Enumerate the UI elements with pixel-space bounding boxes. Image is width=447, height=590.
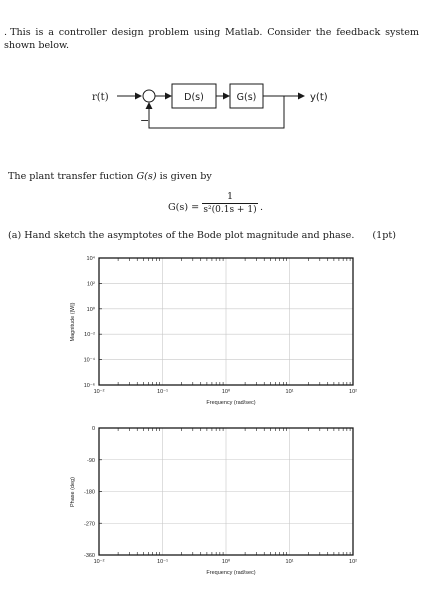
y-tick-label: 10⁻⁶ [83, 383, 95, 389]
y-tick-label: 10⁰ [86, 306, 95, 313]
y-tick-label: 10⁴ [86, 256, 95, 262]
x-tick-label: 10¹ [285, 559, 294, 565]
x-tick-label: 10² [349, 559, 357, 565]
x-tick-label: 10⁻² [93, 559, 105, 565]
y-tick-label: -360 [83, 553, 95, 559]
x-tick-label: 10⁰ [221, 559, 231, 565]
phase-y-axis-label: Phase (deg) [70, 477, 76, 507]
feedback-sign: − [140, 114, 150, 127]
formula-end: . [260, 202, 264, 213]
plant-sentence-suffix: is given by [156, 171, 212, 182]
intro-bullet: . [4, 27, 8, 38]
x-tick-label: 10⁰ [221, 389, 231, 395]
plant-label: G(s) [236, 92, 257, 103]
y-tick-label: 10² [87, 281, 95, 288]
intro-text: This is a controller design problem using Matlab. Consider the feedback system shown below. [4, 27, 419, 51]
y-tick-label: 10⁻² [84, 332, 95, 339]
x-tick-label: 10⁻¹ [157, 559, 168, 565]
input-signal-label: r(t) [92, 92, 109, 103]
plant-sentence-prefix: The plant transfer fuction [8, 171, 137, 182]
part-a-text: (a) Hand sketch the asymptotes of the Bode plot magnitude and phase. [8, 230, 355, 241]
x-tick-label: 10² [349, 389, 357, 395]
y-tick-label: 0 [91, 426, 95, 432]
plant-symbol: G(s) [136, 171, 157, 182]
x-tick-label: 10⁻² [93, 389, 105, 395]
formula-numerator: 1 [226, 191, 234, 202]
controller-label: D(s) [184, 92, 204, 103]
x-tick-label: 10¹ [285, 389, 294, 395]
x-tick-label: 10⁻¹ [157, 389, 168, 395]
phase-grid [99, 428, 353, 555]
output-signal-label: y(t) [310, 92, 328, 103]
y-tick-label: -180 [83, 489, 95, 496]
y-tick-label: -270 [83, 521, 95, 528]
formula-lhs: G(s) = [168, 202, 200, 213]
phase-x-axis-label: Frequency (rad/sec) [206, 570, 256, 576]
y-tick-label: 10⁻⁴ [83, 357, 95, 364]
part-a-points: (1pt) [372, 230, 396, 241]
y-tick-label: -90 [87, 457, 95, 464]
formula-denominator: s²(0.1s + 1) [203, 205, 257, 215]
magnitude-y-axis-label: Magnitude (|W|) [70, 302, 76, 342]
magnitude-x-axis-label: Frequency (rad/sec) [206, 400, 256, 406]
